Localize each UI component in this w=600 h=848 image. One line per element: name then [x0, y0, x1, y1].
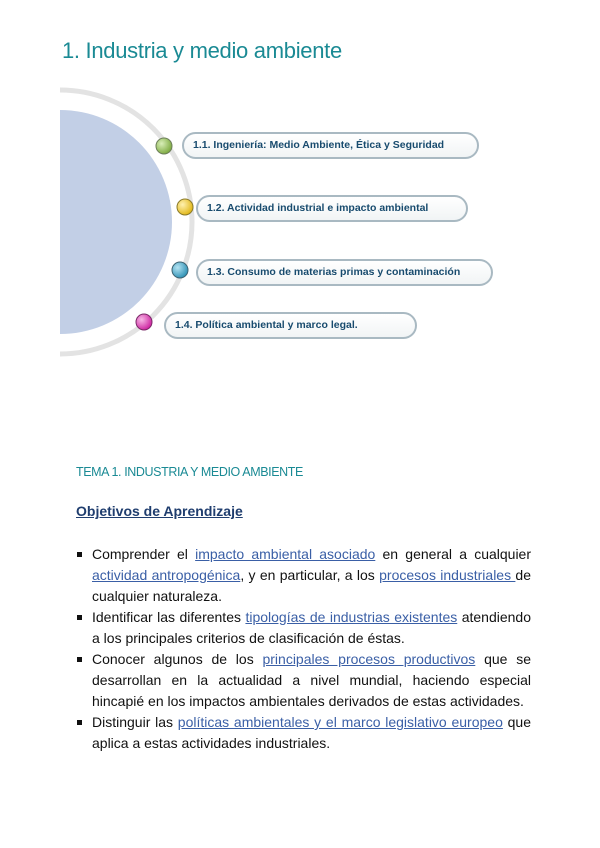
page-title: 1. Industria y medio ambiente [62, 38, 342, 63]
topic-item-2[interactable]: 1.2. Actividad industrial e impacto ambiental [196, 195, 468, 222]
bullet-icon-1 [177, 199, 193, 215]
keyword-link[interactable]: principales procesos productivos [262, 651, 476, 667]
objective-item: Conocer algunos de los principales procesos productivos que se desarrollan en la actualidad a nivel mundial, haciendo especial hincapié en los impactos ambientales derivados de estas actividades. [76, 649, 531, 712]
topic-item-3[interactable]: 1.3. Consumo de materias primas y contaminación [196, 259, 493, 286]
topic-item-4[interactable]: 1.4. Política ambiental y marco legal. [164, 312, 417, 339]
keyword-link[interactable]: procesos industriales [379, 567, 516, 583]
bullet-icon-3 [136, 314, 152, 330]
center-disc [60, 110, 172, 334]
objectives-heading: Objetivos de Aprendizaje [76, 503, 243, 519]
keyword-link[interactable]: actividad antropogénica [92, 567, 241, 583]
objectives-list [76, 544, 531, 754]
objective-item: Identificar las diferentes tipologías de industrias existentes atendiendo a los principales criterios de clasificación de éstas. [76, 607, 531, 649]
keyword-link[interactable]: políticas ambientales y el marco legislativo europeo [177, 714, 503, 730]
objective-item: Distinguir las políticas ambientales y el marco legislativo europeo que aplica a estas actividades industriales. [76, 712, 531, 754]
keyword-link[interactable]: tipologías de industrias existentes [245, 609, 458, 625]
theme-heading: TEMA 1. INDUSTRIA Y MEDIO AMBIENTE [76, 465, 303, 479]
keyword-link[interactable]: impacto ambiental asociado [195, 546, 376, 562]
topic-item-1[interactable]: 1.1. Ingeniería: Medio Ambiente, Ética y Seguridad [182, 132, 479, 159]
objective-item: Comprender el impacto ambiental asociado en general a cualquier actividad antropogénica, y en particular, a los procesos industriales de cualquier naturaleza. [76, 544, 531, 607]
bullet-icon-0 [156, 138, 172, 154]
bullet-icon-2 [172, 262, 188, 278]
